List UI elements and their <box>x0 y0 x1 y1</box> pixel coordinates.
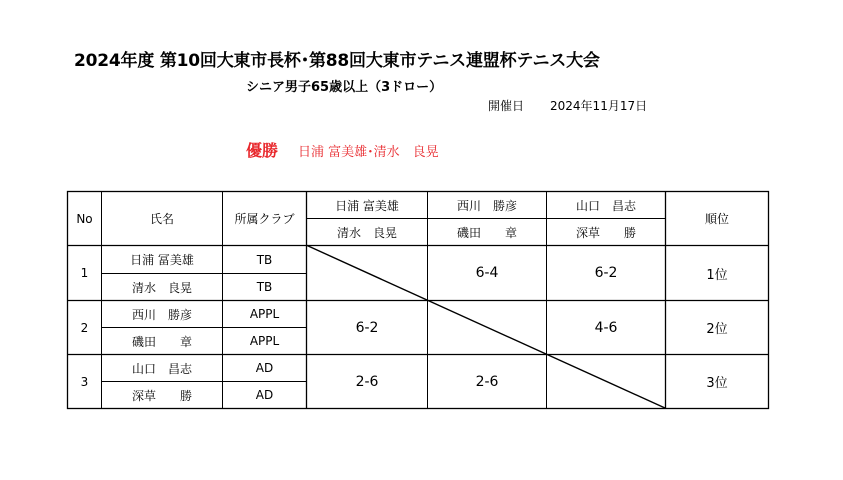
team-1-player-2-name: 清水 良晃 <box>131 280 192 295</box>
team-3-player-2-name: 深草 勝 <box>131 388 192 403</box>
team-2-no: 2 <box>80 320 89 335</box>
header-opponent-1-player2: 清水 良晃 <box>336 225 397 240</box>
category-subtitle: シニア男子65歳以上（3ドロー） <box>246 80 443 95</box>
winner-names: 日浦 富美雄･清水 良晃 <box>298 145 439 160</box>
team-2-player-2-club: APPL <box>249 334 280 348</box>
header-opponent-2-player2: 磯田 章 <box>456 225 517 240</box>
team-1-result-vs-3: 6-2 <box>594 265 618 281</box>
header-rank: 順位 <box>704 212 729 226</box>
winner-label: 優勝 <box>246 141 279 160</box>
team-1-player-2-club: TB <box>256 280 273 294</box>
date-label: 開催日 <box>488 99 525 113</box>
event-date <box>488 97 647 114</box>
team-2-player-1-club: APPL <box>249 307 280 321</box>
team-1-no: 1 <box>80 266 89 280</box>
team-2-player-1-name: 西川 勝彦 <box>131 307 192 322</box>
team-1-player-1-name: 日浦 冨美雄 <box>130 253 194 267</box>
diagonal-1 <box>306 245 427 300</box>
team-1-player-1-club: TB <box>256 252 273 267</box>
diagonal-3 <box>546 354 665 408</box>
team-3-result-vs-2: 2-6 <box>475 373 499 390</box>
team-3-result-vs-1: 2-6 <box>355 373 379 390</box>
diagonal-2 <box>427 300 546 354</box>
header-club: 所属クラブ <box>234 212 295 226</box>
team-2-player-2-name: 磯田 章 <box>131 334 192 349</box>
team-1-result-vs-2: 6-4 <box>475 265 499 281</box>
header-opponent-1-player1: 日浦 富美雄 <box>335 198 399 213</box>
winner-line <box>246 138 439 161</box>
team-3-rank: 3位 <box>706 376 728 391</box>
team-3-player-1-club: AD <box>255 361 274 375</box>
header-opponent-3-player2: 深草 勝 <box>575 225 636 240</box>
team-3-no: 3 <box>80 374 89 389</box>
team-1-rank: 1位 <box>706 267 728 283</box>
header-name: 氏名 <box>149 212 174 226</box>
header-opponent-2-player1: 西川 勝彦 <box>456 198 517 213</box>
header-no: No <box>76 211 93 226</box>
team-3-player-2-club: AD <box>255 388 274 402</box>
team-2-result-vs-1: 6-2 <box>355 319 379 336</box>
team-2-result-vs-3: 4-6 <box>594 319 618 336</box>
team-2-rank: 2位 <box>706 322 728 337</box>
tournament-title: 2024年度 第10回大東市長杯･第88回大東市テニス連盟杯テニス大会 <box>74 51 600 71</box>
header-opponent-3-player1: 山口 昌志 <box>575 198 636 213</box>
date-value: 2024年11月17日 <box>550 99 648 113</box>
team-3-player-1-name: 山口 昌志 <box>131 361 192 376</box>
